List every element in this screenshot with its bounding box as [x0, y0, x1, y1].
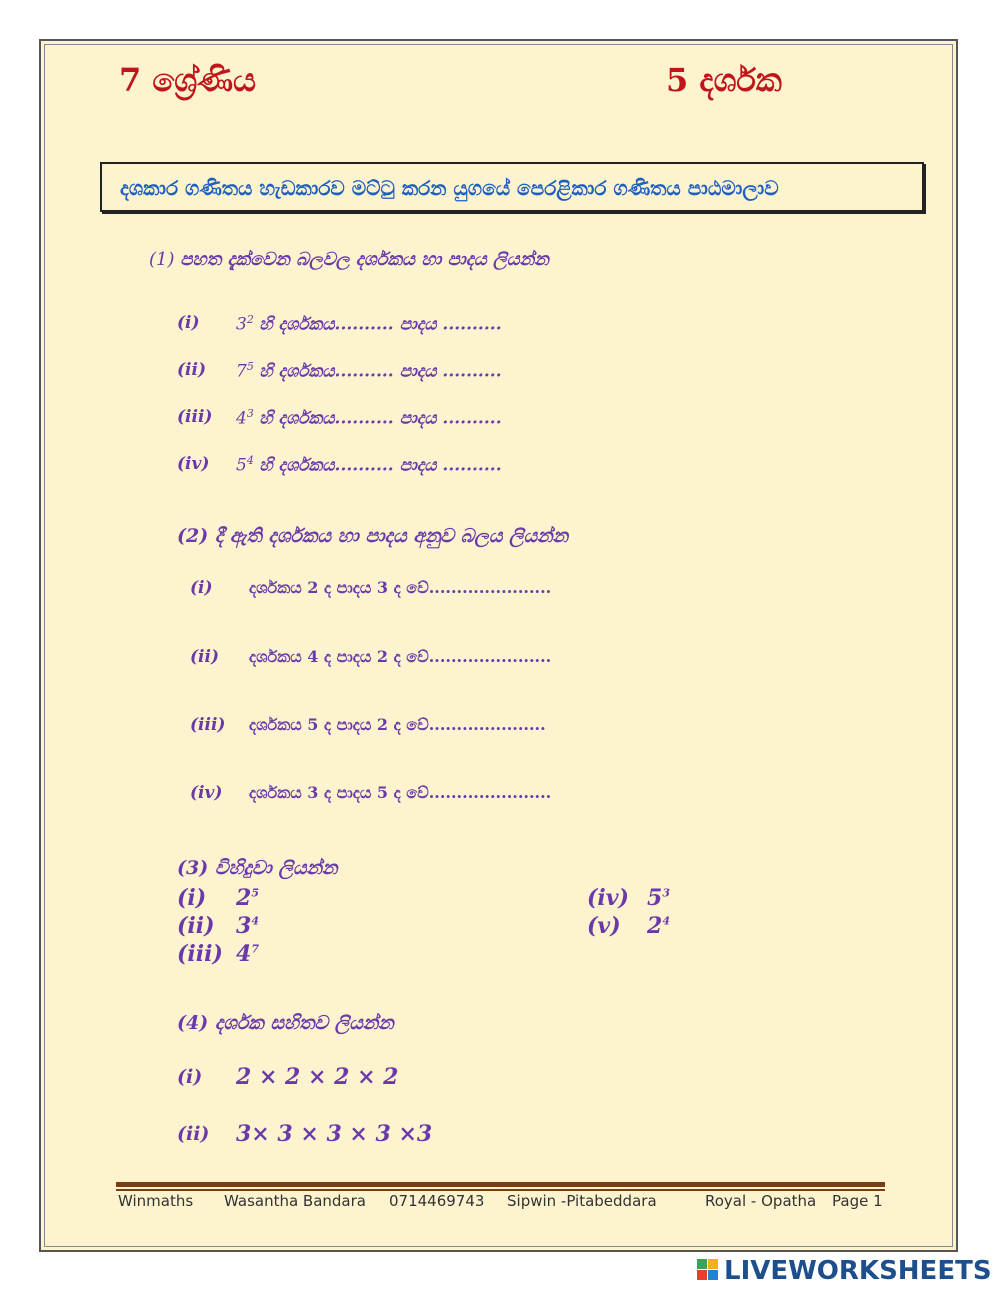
q2-item-text: දර්ශකය 5 ද පාදය 2 ද වේ.....................: [249, 715, 546, 734]
q3-power: [236, 941, 259, 967]
q1-heading: [149, 249, 549, 270]
q1-exp: 2: [246, 313, 254, 326]
q1-item-body: [236, 313, 502, 335]
q3-exp: 4: [251, 914, 259, 928]
q1-item-body: [236, 407, 502, 429]
q2-item-label: (ii): [190, 647, 220, 667]
q1-number: (1): [149, 249, 175, 270]
q1-exp: 4: [246, 454, 254, 467]
q4-label: (ii): [177, 1123, 210, 1145]
q1-item: [177, 360, 206, 380]
footer-school: Royal - Opatha: [705, 1192, 817, 1210]
q1-blank-text: හි දර්ශකය.......... පාදය ..........: [259, 455, 502, 476]
q3-label: (iv): [587, 885, 629, 911]
q1-item-label: (iii): [177, 407, 213, 427]
q2-item-label: (iv): [190, 783, 223, 803]
footer-place: Sipwin -Pitabeddara: [507, 1192, 657, 1210]
footer-author: Wasantha Bandara: [224, 1192, 366, 1210]
worksheet-page: [39, 39, 958, 1252]
topic-title: 5 දර්ශක: [666, 61, 782, 99]
q4-label: (i): [177, 1066, 203, 1088]
footer-site: Winmaths: [118, 1192, 194, 1210]
liveworksheets-watermark[interactable]: LIVEWORKSHEETS: [724, 1256, 992, 1286]
q1-heading-text: පහත දැක්වෙන බලවල දර්ශකය හා පාදය ලියන්න: [180, 249, 549, 270]
q2-item-text: දර්ශකය 3 ද පාදය 5 ද වේ......................: [249, 783, 552, 802]
q4-heading: (4) දර්ශක සහිතව ලියන්න: [177, 1012, 394, 1034]
q1-item: [177, 454, 209, 474]
q1-blank-text: හි දර්ශකය.......... පාදය ..........: [259, 361, 502, 382]
q1-item-body: [236, 454, 502, 476]
q3-power: [236, 885, 259, 911]
q1-base: 4: [236, 408, 247, 429]
liveworksheets-logo-icon: [697, 1259, 719, 1281]
q2-heading: (2) දී ඇති දර්ශකය හා පාදය අනුව බලය ලියන්න: [177, 525, 569, 547]
q3-power: [647, 885, 670, 911]
q1-item-label: (ii): [177, 360, 207, 380]
q1-item-body: [236, 360, 502, 382]
q3-power: [236, 913, 259, 939]
q3-label: (ii): [177, 913, 215, 939]
footer-phone: 0714469743: [389, 1192, 485, 1210]
q3-base: 3: [236, 913, 252, 939]
q1-exp: 3: [246, 407, 254, 420]
q4-expr: 3× 3 × 3 × 3 ×3: [236, 1121, 433, 1147]
q1-base: 7: [236, 361, 247, 382]
q3-base: 4: [236, 941, 252, 967]
grade-title: 7 ශ්‍රේණිය: [119, 61, 257, 99]
subtitle-text: දශකාර ගණිතය හැඩකාරව මට්ටු කරන යුගයේ පෙරළිකාර ගණිතය පාඨමාලාව: [120, 176, 779, 200]
q3-label: (v): [587, 913, 621, 939]
q3-exp: 4: [662, 914, 670, 928]
q4-expr: 2 × 2 × 2 × 2: [236, 1064, 399, 1090]
q3-label: (i): [177, 885, 207, 911]
q1-blank-text: හි දර්ශකය.......... පාදය ..........: [259, 314, 502, 335]
q3-exp: 5: [251, 886, 259, 900]
subtitle-box: [100, 162, 924, 212]
q2-item-text: දර්ශකය 4 ද පාදය 2 ද වේ......................: [249, 647, 552, 666]
q3-base: 2: [236, 885, 252, 911]
q1-exp: 5: [246, 360, 254, 373]
q3-power: [647, 913, 670, 939]
q2-item-text: දර්ශකය 2 ද පාදය 3 ද වේ......................: [249, 578, 552, 597]
q1-blank-text: හි දර්ශකය.......... පාදය ..........: [259, 408, 502, 429]
footer-divider: [116, 1182, 885, 1187]
q3-exp: 3: [662, 886, 670, 900]
q1-base: 3: [236, 314, 247, 335]
q1-base: 5: [236, 455, 247, 476]
footer-divider-thin: [116, 1189, 885, 1191]
q3-exp: 7: [251, 942, 259, 956]
q3-base: 2: [647, 913, 663, 939]
q3-label: (iii): [177, 941, 223, 967]
q2-item-label: (i): [190, 578, 213, 598]
footer-page: Page 1: [832, 1192, 883, 1210]
q1-item-label: (i): [177, 313, 200, 333]
q1-item-label: (iv): [177, 454, 210, 474]
q3-heading: (3) විහිදුවා ලියන්න: [177, 857, 338, 879]
q1-item: [177, 407, 212, 427]
q2-item-label: (iii): [190, 715, 226, 735]
q1-item: [177, 313, 200, 333]
q3-base: 5: [647, 885, 663, 911]
